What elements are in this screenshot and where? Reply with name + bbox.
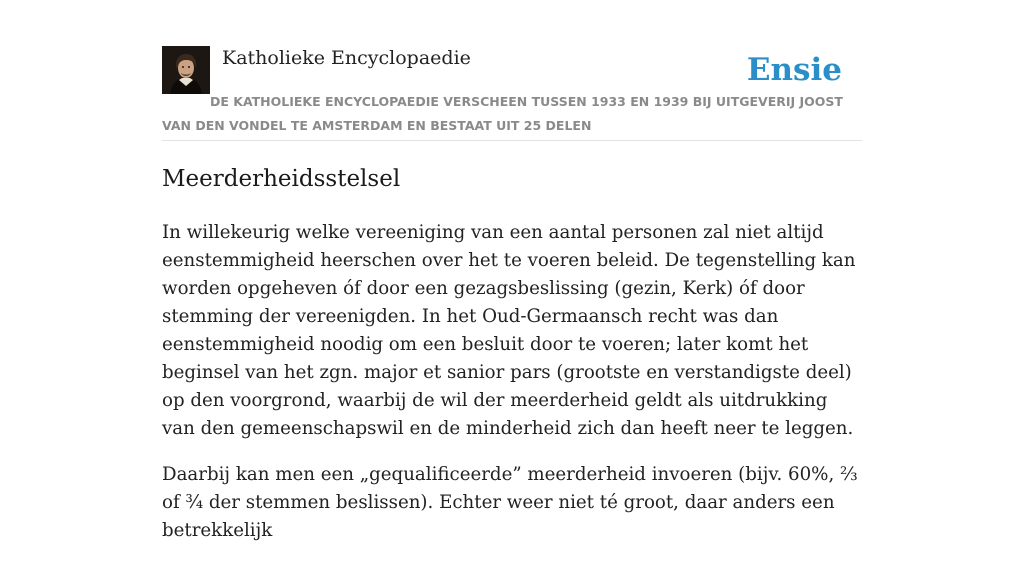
source-title[interactable]: Katholieke Encyclopaedie	[222, 47, 471, 69]
source-header	[162, 46, 862, 141]
article-paragraph-1: In willekeurig welke vereeniging van een aantal personen zal niet altijd eenstemmigheid heerschen over het te voeren beleid. De tegenstelling kan worden opgeheven óf door een gezagsbeslissing (gezin, Kerk) óf door stemming der vereenigden. In het Oud-Germaansch recht was dan eenstemmigheid noodig om een besluit door te voeren; later komt het beginsel van het zgn. major et sanior pars (grootste en verstandigste deel) op den voorgrond, waarbij de wil der meerderheid geldt als uitdrukking van den gemeenschapswil en de minderheid zich dan heeft neer te leggen.	[162, 222, 856, 439]
article-paragraph-2: Daarbij kan men een „gequalificeerde” meerderheid invoeren (bijv. 60%, ⅔ of ¾ der stemmen beslissen). Echter weer niet té groot, daar anders een betrekkelijk	[162, 464, 858, 541]
portrait-icon[interactable]	[162, 46, 210, 94]
article-title: Meerderheidsstelsel	[162, 166, 401, 192]
ensie-logo[interactable]: Ensie	[746, 52, 842, 88]
article	[162, 160, 862, 563]
source-description: DE KATHOLIEKE ENCYCLOPAEDIE VERSCHEEN TUSSEN 1933 EN 1939 BIJ UITGEVERIJ JOOST VAN DEN VONDEL TE AMSTERDAM EN BESTAAT UIT 25 DELEN	[162, 94, 843, 133]
